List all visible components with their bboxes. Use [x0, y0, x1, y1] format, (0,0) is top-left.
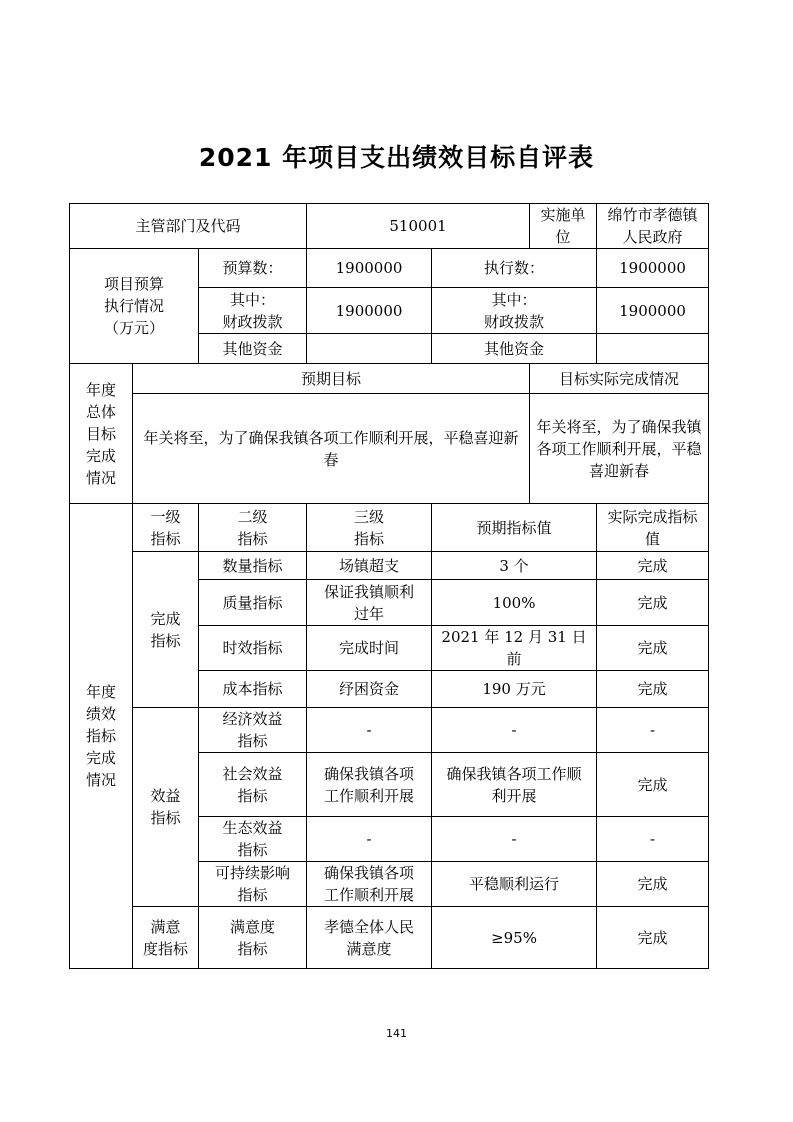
indicator-header-row — [70, 504, 709, 552]
other-budget-value — [307, 334, 432, 364]
fiscal-exec-value: 1900000 — [597, 288, 709, 334]
completion-group-label: 完成 指标 — [133, 552, 199, 708]
table-row — [70, 708, 709, 753]
expected-goal-header: 预期目标 — [133, 364, 530, 394]
dept-code: 510001 — [307, 204, 530, 249]
level2-cell: 数量指标 — [199, 552, 307, 580]
level2-cell: 经济效益 指标 — [199, 708, 307, 753]
header-row — [70, 204, 709, 249]
dept-label: 主管部门及代码 — [70, 204, 307, 249]
actual-cell: 完成 — [597, 907, 709, 969]
fiscal-exec-label: 其中： 财政拨款 — [432, 288, 597, 334]
unit-label: 实施单位 — [530, 204, 597, 249]
level2-header: 二级 指标 — [199, 504, 307, 552]
level3-header: 三级 指标 — [307, 504, 432, 552]
actual-cell: 完成 — [597, 862, 709, 907]
expected-cell: 100% — [432, 580, 597, 626]
other-exec-label: 其他资金 — [432, 334, 597, 364]
level3-cell: - — [307, 708, 432, 753]
expected-cell: - — [432, 708, 597, 753]
benefit-group-label: 效益 指标 — [133, 708, 199, 907]
actual-goal-header: 目标实际完成情况 — [530, 364, 709, 394]
level3-cell: 场镇超支 — [307, 552, 432, 580]
expected-cell: 确保我镇各项工作顺 利开展 — [432, 753, 597, 817]
budget-value: 1900000 — [307, 249, 432, 288]
level2-cell: 成本指标 — [199, 671, 307, 708]
actual-cell: - — [597, 708, 709, 753]
goal-section-label: 年度 总体 目标 完成 情况 — [70, 364, 133, 504]
level2-cell: 质量指标 — [199, 580, 307, 626]
table-row — [70, 907, 709, 969]
other-label: 其他资金 — [199, 334, 307, 364]
actual-cell: 完成 — [597, 753, 709, 817]
level3-cell: 孝德全体人民 满意度 — [307, 907, 432, 969]
expected-cell: 3 个 — [432, 552, 597, 580]
page-number: 141 — [386, 1027, 407, 1040]
budget-section-label: 项目预算 执行情况 （万元） — [70, 249, 199, 364]
expected-value-header: 预期指标值 — [432, 504, 597, 552]
unit-value: 绵竹市孝德镇人民政府 — [597, 204, 709, 249]
actual-cell: 完成 — [597, 552, 709, 580]
fiscal-label: 其中： 财政拨款 — [199, 288, 307, 334]
level3-cell: - — [307, 817, 432, 862]
level2-cell: 生态效益 指标 — [199, 817, 307, 862]
actual-goal-text: 年关将至，为了确保我镇各项工作顺利开展，平稳喜迎新春 — [530, 394, 709, 504]
fiscal-budget-value: 1900000 — [307, 288, 432, 334]
indicator-section-label: 年度 绩效 指标 完成 情况 — [70, 504, 133, 969]
expected-goal-text: 年关将至，为了确保我镇各项工作顺利开展，平稳喜迎新春 — [133, 394, 530, 504]
expected-cell: - — [432, 817, 597, 862]
level2-cell: 社会效益 指标 — [199, 753, 307, 817]
evaluation-table — [69, 203, 709, 969]
expected-cell: 平稳顺利运行 — [432, 862, 597, 907]
goal-header-row — [70, 364, 709, 394]
level2-cell: 可持续影响 指标 — [199, 862, 307, 907]
actual-cell: - — [597, 817, 709, 862]
level3-cell: 确保我镇各项 工作顺利开展 — [307, 862, 432, 907]
level3-cell: 纾困资金 — [307, 671, 432, 708]
level1-header: 一级 指标 — [133, 504, 199, 552]
level3-cell: 保证我镇顺利 过年 — [307, 580, 432, 626]
satisfaction-group-label: 满意 度指标 — [133, 907, 199, 969]
level2-cell: 满意度 指标 — [199, 907, 307, 969]
expected-cell: ≥95% — [432, 907, 597, 969]
table-row — [70, 552, 709, 580]
exec-label: 执行数： — [432, 249, 597, 288]
level3-cell: 完成时间 — [307, 626, 432, 671]
page-title: 2021 年项目支出绩效目标自评表 — [198, 143, 595, 172]
actual-value-header: 实际完成指标 值 — [597, 504, 709, 552]
level2-cell: 时效指标 — [199, 626, 307, 671]
expected-cell: 190 万元 — [432, 671, 597, 708]
other-exec-value — [597, 334, 709, 364]
budget-label: 预算数： — [199, 249, 307, 288]
actual-cell: 完成 — [597, 626, 709, 671]
goal-text-row — [70, 394, 709, 504]
exec-value: 1900000 — [597, 249, 709, 288]
budget-row — [70, 249, 709, 288]
actual-cell: 完成 — [597, 580, 709, 626]
expected-cell: 2021 年 12 月 31 日前 — [432, 626, 597, 671]
level3-cell: 确保我镇各项 工作顺利开展 — [307, 753, 432, 817]
actual-cell: 完成 — [597, 671, 709, 708]
